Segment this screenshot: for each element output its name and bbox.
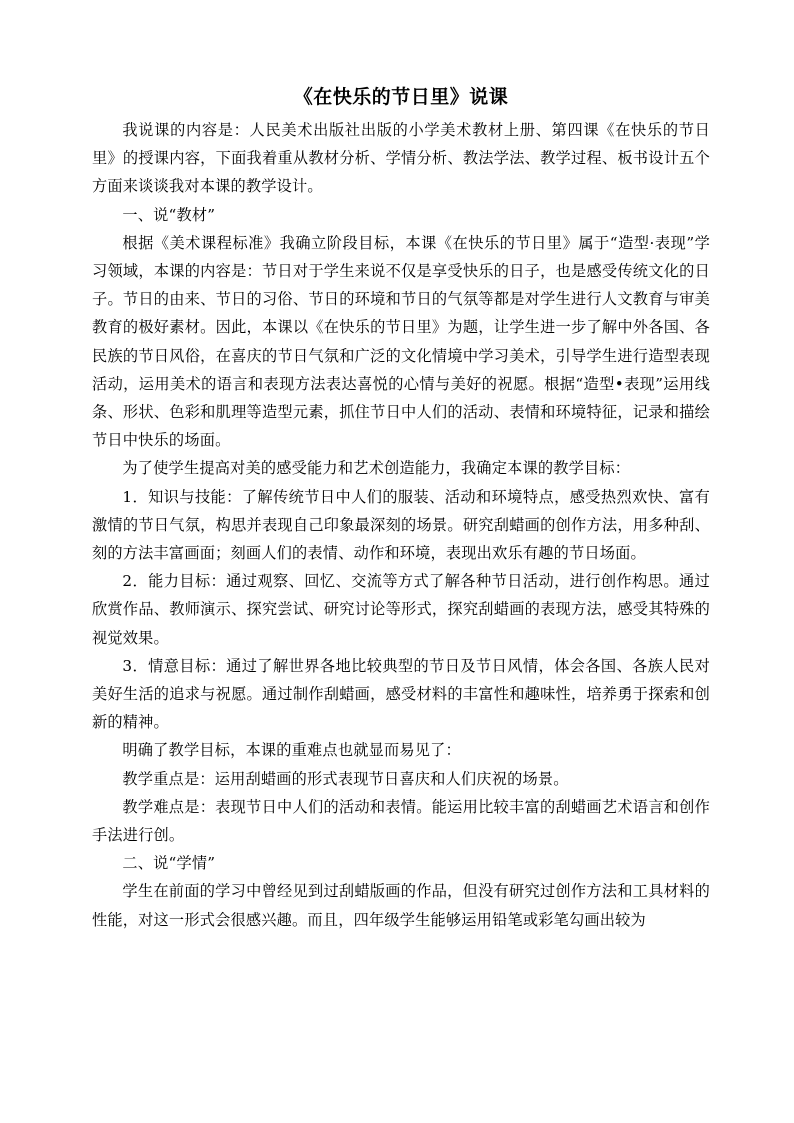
paragraph-goal-knowledge: 1．知识与技能：了解传统节日中人们的服装、活动和环境特点，感受热烈欢快、富有激情的节日气氛，构思并表现自己印象最深刻的场景。研究刮蜡画的创作方法，用多种刮、刻的方法丰富画面；刻画人们的表情、动作和环境，表现出欢乐有趣的节日场面。 — [92, 487, 710, 563]
document-page — [92, 80, 710, 934]
paragraph-textbook-analysis: 根据《美术课程标准》我确立阶段目标，本课《在快乐的节日里》属于“造型·表现”学习领域，本课的内容是：节日对于学生来说不仅是享受快乐的日子，也是感受传统文化的日子。节日的由来、节日的习俗、节日的环境和节日的气氛等都是对学生进行人文教育与审美教育的极好素材。因此，本课以《在快乐的节日里》为题，让学生进一步了解中外各国、各民族的节日风俗，在喜庆的节日气氛和广泛的文化情境中学习美术，引导学生进行造型表现活动，运用美术的语言和表现方法表达喜悦的心情与美好的祝愿。根据“造型•表现”运用线条、形状、色彩和肌理等造型元素，抓住节日中人们的活动、表情和环境特征，记录和描绘节日中快乐的场面。 — [92, 233, 710, 450]
document-title: 《在快乐的节日里》说课 — [293, 86, 509, 108]
paragraph-key-points-intro: 明确了教学目标，本课的重难点也就显而易见了： — [122, 741, 461, 760]
section-heading-textbook: 一、说“教材” — [122, 205, 216, 224]
section-heading-students: 二、说“学情” — [122, 854, 216, 873]
paragraph-goals-intro: 为了使学生提高对美的感受能力和艺术创造能力，我确定本课的教学目标： — [122, 459, 631, 478]
paragraph-student-analysis: 学生在前面的学习中曾经见到过刮蜡版画的作品，但没有研究过创作方法和工具材料的性能，对这一形式会很感兴趣。而且，四年级学生能够运用铅笔或彩笔勾画出较为 — [92, 882, 710, 929]
paragraph-teaching-difficulty: 教学难点是：表现节日中人们的活动和表情。能运用比较丰富的刮蜡画艺术语言和创作手法进行创。 — [92, 797, 710, 845]
paragraph-teaching-focus: 教学重点是：运用刮蜡画的形式表现节日喜庆和人们庆祝的场景。 — [122, 769, 569, 788]
paragraph-goal-emotion: 3．情意目标：通过了解世界各地比较典型的节日及节日风情，体会各国、各族人民对美好生活的追求与祝愿。通过制作刮蜡画，感受材料的丰富性和趣味性，培养勇于探索和创新的精神。 — [92, 656, 710, 732]
paragraph-goal-ability: 2．能力目标：通过观察、回忆、交流等方式了解各种节日活动，进行创作构思。通过欣赏作品、教师演示、探究尝试、研究讨论等形式，探究刮蜡画的表现方法，感受其特殊的视觉效果。 — [92, 572, 710, 647]
paragraph-intro: 我说课的内容是：人民美术出版社出版的小学美术教材上册、第四课《在快乐的节日里》的授课内容，下面我着重从教材分析、学情分析、教法学法、教学过程、板书设计五个方面来谈谈我对本课的教学设计。 — [92, 121, 710, 196]
